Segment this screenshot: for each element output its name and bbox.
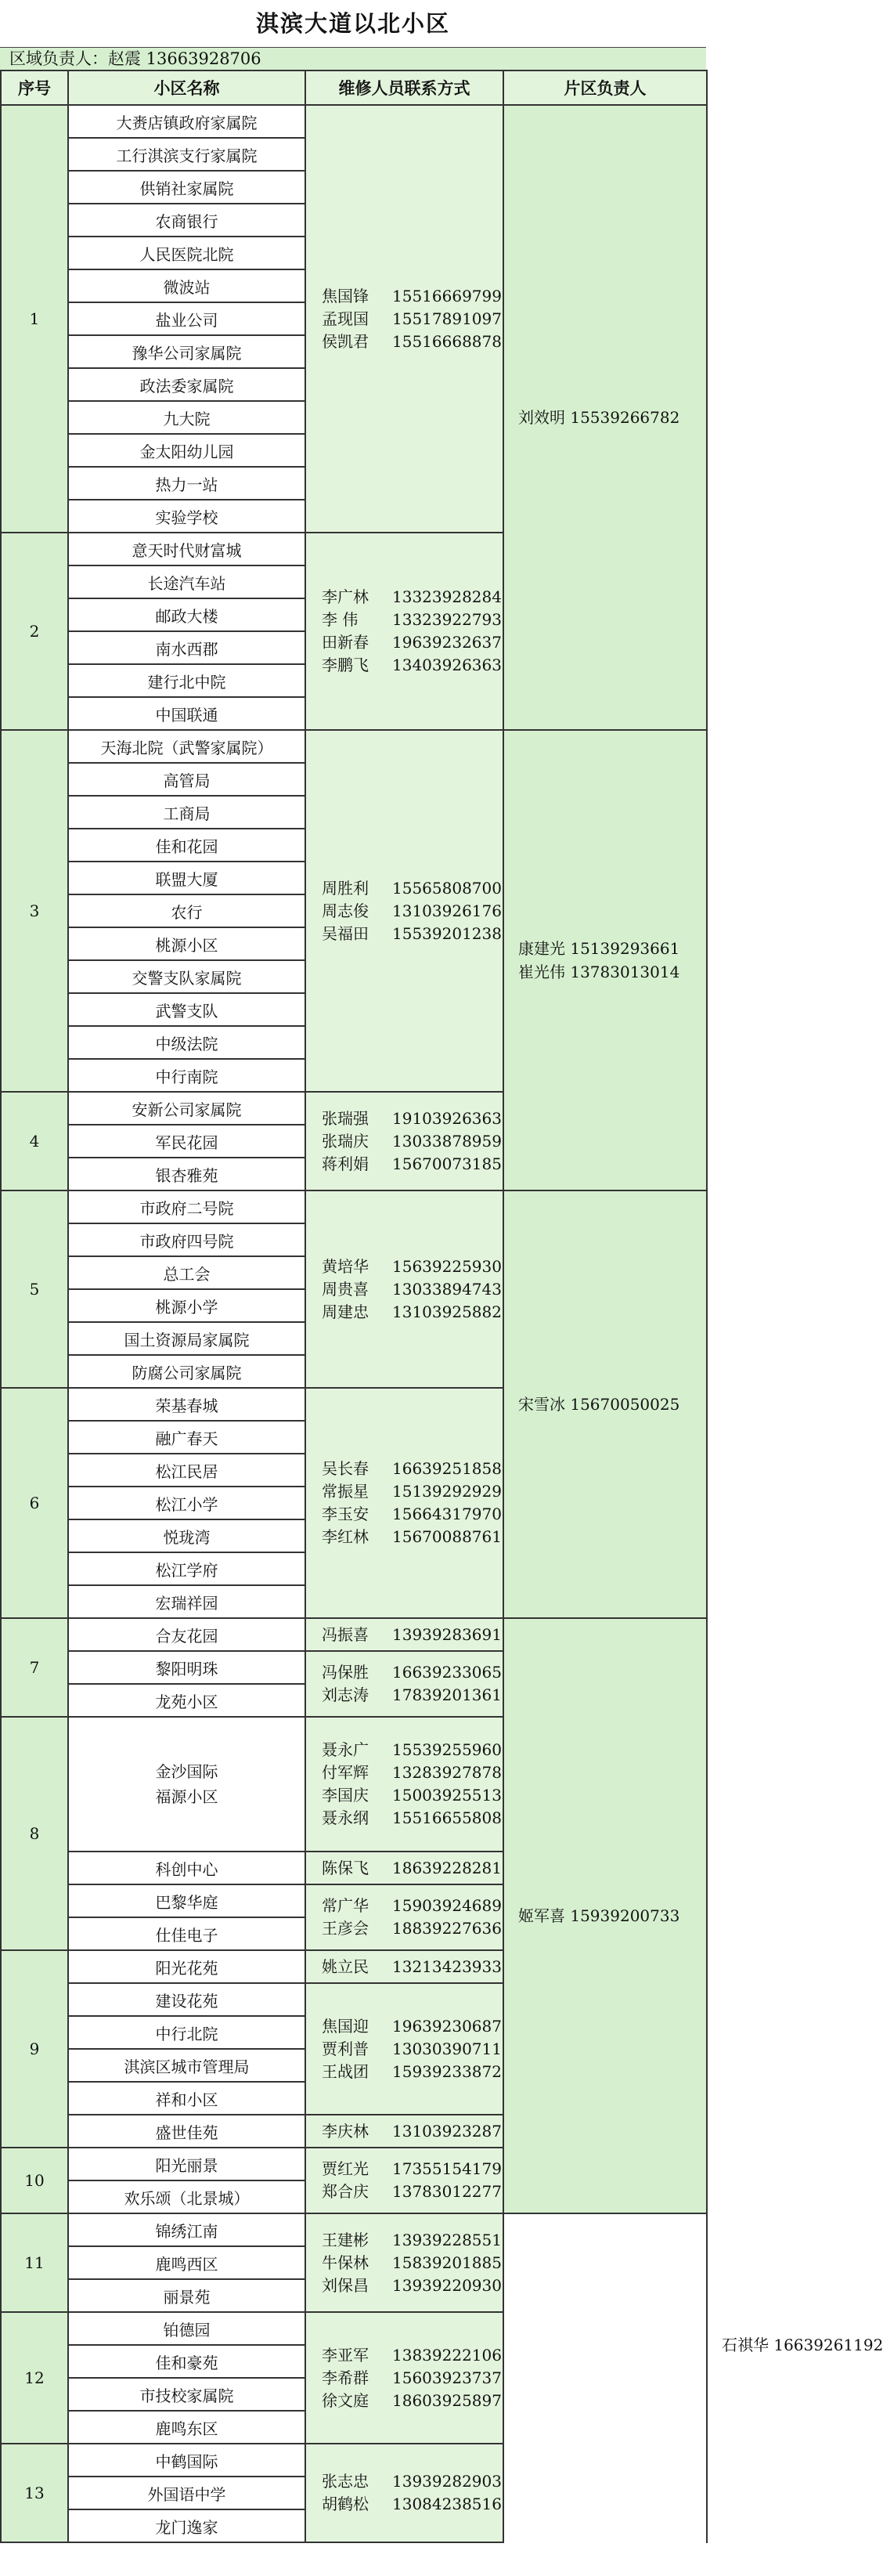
maintenance-name: 贾红光: [322, 2159, 369, 2178]
maintenance-cell: [305, 1717, 503, 1852]
area-manager-cell: [503, 1190, 707, 1618]
maintenance-entry: [322, 877, 503, 900]
maintenance-name: 孟现国: [322, 309, 369, 328]
maintenance-cell: [305, 1852, 503, 1884]
maintenance-entry: [322, 1255, 503, 1278]
maintenance-phone: 13403926363: [392, 656, 502, 674]
community-name: 桃源小学: [68, 1289, 305, 1322]
maintenance-entry: [322, 1956, 503, 1978]
maintenance-entry: [322, 654, 503, 677]
community-name: 工行淇滨支行家属院: [68, 138, 305, 171]
area-manager-entry: 宋雪冰 15670050025: [518, 1395, 680, 1414]
maintenance-entry: [322, 2470, 503, 2493]
community-name: 淇滨区城市管理局: [68, 2049, 305, 2082]
community-name: 锦绣江南: [68, 2213, 305, 2246]
maintenance-name: 李广林: [322, 587, 369, 606]
maintenance-phone: 13939220930: [392, 2275, 502, 2295]
community-name: 中行北院: [68, 2016, 305, 2049]
maintenance-name: 李玉安: [322, 1505, 369, 1523]
maintenance-name: 侯凯君: [322, 331, 369, 351]
maintenance-name: 李希群: [322, 2368, 369, 2387]
community-name: 长途汽车站: [68, 565, 305, 598]
maintenance-entry: [322, 631, 503, 654]
maintenance-name: 周胜利: [322, 878, 369, 898]
community-name: 盛世佳苑: [68, 2115, 305, 2148]
maintenance-entry: [322, 1107, 503, 1130]
maintenance-name: 周贵喜: [322, 1279, 369, 1299]
community-name: 祥和小区: [68, 2082, 305, 2115]
community-name: 武警支队: [68, 993, 305, 1026]
community-name: 天海北院（武警家属院）: [68, 730, 305, 763]
maintenance-name: 李亚军: [322, 2345, 369, 2365]
maintenance-entry: [322, 2015, 503, 2038]
maintenance-cell: [305, 1618, 503, 1651]
maintenance-cell: [305, 1092, 503, 1190]
maintenance-entry: [322, 1739, 503, 1761]
maintenance-entry: [322, 2229, 503, 2252]
maintenance-name: 王彦会: [322, 1919, 369, 1938]
community-name: 豫华公司家属院: [68, 335, 305, 368]
maintenance-entry: [322, 1807, 503, 1830]
community-name: 宏瑞祥园: [68, 1585, 305, 1618]
table-body: [1, 105, 883, 2542]
maintenance-name: 姚立民: [322, 1956, 369, 1976]
community-name: 佳和豪苑: [68, 2345, 305, 2378]
community-name: 邮政大楼: [68, 598, 305, 631]
community-name: 市技校家属院: [68, 2378, 305, 2411]
maintenance-phone: 13033894743: [392, 1279, 502, 1299]
maintenance-entry: [322, 285, 503, 308]
maintenance-entry: [322, 2390, 503, 2412]
maintenance-phone: 13084238516: [392, 2495, 502, 2513]
maintenance-phone: 18839227636: [392, 1919, 502, 1938]
community-name: 农商银行: [68, 204, 305, 237]
maintenance-entry: [322, 2180, 503, 2203]
seq-cell: 3: [1, 730, 68, 1092]
community-name: 供销社家属院: [68, 171, 305, 204]
maintenance-name: 刘志涛: [322, 1685, 369, 1704]
table-row: [1, 105, 707, 138]
maintenance-entry: [322, 2120, 503, 2143]
maintenance-name: 胡鹤松: [322, 2495, 369, 2513]
maintenance-entry: [322, 1895, 503, 1917]
community-name: 欢乐颂（北景城）: [68, 2180, 305, 2213]
maintenance-phone: 15639225930: [392, 1256, 502, 1276]
maintenance-name: 李国庆: [322, 1786, 369, 1805]
maintenance-phone: 17839201361: [392, 1685, 502, 1704]
community-name: 阳光丽景: [68, 2148, 305, 2180]
maintenance-phone: 13939282903: [392, 2472, 502, 2491]
maintenance-name: 黄培华: [322, 1256, 369, 1276]
maintenance-phone: 15516668878: [392, 331, 502, 351]
seq-cell: 9: [1, 1950, 68, 2148]
maintenance-entry: [322, 1624, 503, 1646]
community-name: 防腐公司家属院: [68, 1355, 305, 1388]
seq-cell: 7: [1, 1618, 68, 1717]
maintenance-entry: [322, 1857, 503, 1880]
community-name: 融广春天: [68, 1421, 305, 1454]
maintenance-phone: 13030390711: [392, 2039, 502, 2058]
seq-cell: 1: [1, 105, 68, 533]
community-name: 交警支队家属院: [68, 960, 305, 993]
maintenance-phone: 15516655808: [392, 1808, 502, 1827]
maintenance-name: 吴长春: [322, 1459, 369, 1478]
maintenance-phone: 16639233065: [392, 1663, 502, 1682]
area-manager-cell: [503, 105, 707, 730]
community-name: 金太阳幼儿园: [68, 434, 305, 467]
area-manager-cell: [503, 1618, 707, 2213]
community-name: 实验学校: [68, 500, 305, 533]
maintenance-cell: [305, 2148, 503, 2213]
community-name: 巴黎华庭: [68, 1884, 305, 1917]
maintenance-phone: 15539201238: [392, 923, 502, 943]
maintenance-name: 焦国迎: [322, 2016, 369, 2036]
maintenance-entry: [322, 2493, 503, 2516]
area-manager-entry: 姬军喜 15939200733: [518, 1906, 680, 1925]
maintenance-entry: [322, 2367, 503, 2390]
maintenance-phone: 13939283691: [392, 1624, 502, 1644]
seq-cell: 4: [1, 1092, 68, 1190]
seq-cell: 6: [1, 1388, 68, 1618]
maintenance-name: 周建忠: [322, 1302, 369, 1321]
maintenance-entry: [322, 1661, 503, 1684]
maintenance-phone: 15603923737: [392, 2368, 502, 2387]
maintenance-phone: 13283927878: [392, 1763, 502, 1782]
maintenance-name: 牛保林: [322, 2253, 369, 2272]
community-name: 桃源小区: [68, 927, 305, 960]
maintenance-entry: [322, 2252, 503, 2274]
maintenance-phone: 19103926363: [392, 1108, 502, 1128]
community-name: 丽景苑: [68, 2279, 305, 2312]
community-name: 工商局: [68, 796, 305, 829]
maintenance-entry: [322, 586, 503, 609]
maintenance-phone: 13783012277: [392, 2182, 502, 2201]
maintenance-phone: 13323922793: [392, 610, 502, 629]
community-name: 松江学府: [68, 1552, 305, 1585]
maintenance-entry: [322, 1153, 503, 1176]
community-name: 中行南院: [68, 1059, 305, 1092]
maintenance-name: 贾利普: [322, 2039, 369, 2058]
community-name: 中级法院: [68, 1026, 305, 1059]
community-name: 中国联通: [68, 697, 305, 730]
table-header-row: [1, 70, 707, 105]
community-name: 农行: [68, 894, 305, 927]
maintenance-name: 张瑞庆: [322, 1131, 369, 1151]
maintenance-phone: 15670073185: [392, 1154, 502, 1173]
header-maintenance: 维修人员联系方式: [305, 70, 503, 105]
maintenance-phone: 13839222106: [392, 2345, 502, 2365]
community-name: 合友花园: [68, 1618, 305, 1651]
seq-cell: 5: [1, 1190, 68, 1388]
maintenance-entry: [322, 1130, 503, 1153]
maintenance-name: 王战团: [322, 2061, 369, 2081]
maintenance-phone: 15139292929: [392, 1482, 502, 1501]
maintenance-entry: [322, 923, 503, 945]
maintenance-name: 冯保胜: [322, 1663, 369, 1682]
community-name: 政法委家属院: [68, 368, 305, 401]
maintenance-name: 王建彬: [322, 2230, 369, 2249]
maintenance-cell: [305, 1950, 503, 1983]
maintenance-entry: [322, 1503, 503, 1526]
community-name: 铂德园: [68, 2312, 305, 2345]
seq-cell: 13: [1, 2444, 68, 2542]
maintenance-cell: [305, 2312, 503, 2444]
page-title: 淇滨大道以北小区: [0, 0, 706, 47]
maintenance-name: 周志俊: [322, 901, 369, 920]
seq-cell: 10: [1, 2148, 68, 2213]
community-name: 盐业公司: [68, 302, 305, 335]
community-name: 金沙国际 福源小区: [68, 1717, 305, 1852]
community-name: 市政府四号院: [68, 1223, 305, 1256]
maintenance-entry: [322, 900, 503, 923]
maintenance-cell: [305, 2444, 503, 2542]
maintenance-phone: 15939233872: [392, 2061, 502, 2081]
maintenance-phone: 15839201885: [392, 2253, 502, 2272]
maintenance-phone: 15539255960: [392, 1740, 502, 1759]
maintenance-name: 李鹏飞: [322, 656, 369, 674]
maintenance-entry: [322, 1301, 503, 1324]
maintenance-phone: 13103923287: [392, 2121, 502, 2141]
community-name: 荣基春城: [68, 1388, 305, 1421]
header-area-manager: 片区负责人: [503, 70, 707, 105]
community-name: 大赉店镇政府家属院: [68, 105, 305, 138]
maintenance-name: 聂永广: [322, 1740, 369, 1759]
maintenance-name: 李 伟: [322, 610, 359, 629]
seq-cell: 8: [1, 1717, 68, 1950]
community-name: 联盟大厦: [68, 862, 305, 894]
maintenance-entry: [322, 2038, 503, 2061]
maintenance-name: 李红林: [322, 1527, 369, 1546]
community-name: 人民医院北院: [68, 237, 305, 269]
community-name: 国土资源局家属院: [68, 1322, 305, 1355]
maintenance-entry: [322, 2274, 503, 2297]
maintenance-name: 冯振喜: [322, 1624, 369, 1644]
maintenance-entry: [322, 308, 503, 331]
community-name: 鹿鸣东区: [68, 2411, 305, 2444]
maintenance-phone: 18639228281: [392, 1858, 502, 1877]
maintenance-entry: [322, 2158, 503, 2180]
maintenance-phone: 16639251858: [392, 1459, 502, 1478]
region-manager: 区域负责人：赵震 13663928706: [0, 47, 706, 70]
maintenance-phone: 15664317970: [392, 1505, 502, 1523]
maintenance-phone: 13033878959: [392, 1131, 502, 1151]
maintenance-phone: 19639232637: [392, 633, 502, 652]
table-row: [1, 2312, 707, 2345]
table-row: [1, 2444, 707, 2477]
community-name: 鹿鸣西区: [68, 2246, 305, 2279]
community-name: 高管局: [68, 763, 305, 796]
community-name: 安新公司家属院: [68, 1092, 305, 1125]
maintenance-phone: 13103925882: [392, 1302, 502, 1321]
maintenance-entry: [322, 1278, 503, 1301]
maintenance-name: 付军辉: [322, 1763, 369, 1782]
community-name: 佳和花园: [68, 829, 305, 862]
maintenance-entry: [322, 1480, 503, 1503]
header-seq: 序号: [1, 70, 68, 105]
maintenance-phone: 15903924689: [392, 1896, 502, 1915]
community-name: 阳光花苑: [68, 1950, 305, 1983]
community-name: 建设花苑: [68, 1983, 305, 2016]
maintenance-entry: [322, 1526, 503, 1548]
maintenance-entry: [322, 1917, 503, 1940]
maintenance-phone: 17355154179: [392, 2159, 502, 2178]
maintenance-name: 田新春: [322, 633, 369, 652]
maintenance-cell: [305, 2213, 503, 2312]
table-row: [1, 1618, 707, 1651]
table-row: [1, 730, 707, 763]
community-name: 建行北中院: [68, 664, 305, 697]
maintenance-entry: [322, 1458, 503, 1480]
maintenance-name: 蒋利娟: [322, 1154, 369, 1173]
maintenance-cell: [305, 1983, 503, 2115]
maintenance-name: 张瑞强: [322, 1108, 369, 1128]
maintenance-phone: 19639230687: [392, 2016, 502, 2036]
maintenance-name: 聂永纲: [322, 1808, 369, 1827]
maintenance-phone: 13323928284: [392, 587, 502, 606]
table-row: [1, 1190, 707, 1223]
maintenance-phone: 13103926176: [392, 901, 502, 920]
community-name: 黎阳明珠: [68, 1651, 305, 1684]
community-name: 银杏雅苑: [68, 1158, 305, 1190]
community-name: 松江民居: [68, 1454, 305, 1487]
area-manager-cell: [503, 730, 707, 1190]
maintenance-name: 焦国锋: [322, 286, 369, 305]
community-name: 南水西郡: [68, 631, 305, 664]
area-manager-entry: 崔光伟 13783013014: [518, 963, 680, 981]
community-name: 龙门逸家: [68, 2509, 305, 2542]
maintenance-cell: [305, 1651, 503, 1717]
community-name: 科创中心: [68, 1852, 305, 1884]
seq-cell: 11: [1, 2213, 68, 2312]
community-name: 松江小学: [68, 1487, 305, 1519]
maintenance-phone: 13213423933: [392, 1956, 502, 1976]
community-name: 仕佳电子: [68, 1917, 305, 1950]
maintenance-cell: [305, 2115, 503, 2148]
community-name: 九大院: [68, 401, 305, 434]
maintenance-name: 徐文庭: [322, 2390, 369, 2410]
maintenance-entry: [322, 1761, 503, 1784]
community-name: 微波站: [68, 269, 305, 302]
maintenance-phone: 15670088761: [392, 1527, 502, 1546]
table-row: [1, 2213, 707, 2246]
area-manager-entry: 刘效明 15539266782: [518, 408, 680, 427]
community-name: 市政府二号院: [68, 1190, 305, 1223]
community-name: 中鹤国际: [68, 2444, 305, 2477]
maintenance-name: 郑合庆: [322, 2182, 369, 2201]
maintenance-entry: [322, 1784, 503, 1807]
maintenance-phone: 15565808700: [392, 878, 502, 898]
maintenance-name: 刘保昌: [322, 2275, 369, 2295]
maintenance-cell: [305, 730, 503, 1092]
community-name: 热力一站: [68, 467, 305, 500]
community-name: 军民花园: [68, 1125, 305, 1158]
header-community: 小区名称: [68, 70, 305, 105]
maintenance-phone: 15517891097: [392, 309, 502, 328]
maintenance-cell: [305, 105, 503, 533]
table-row: 10 阳光丽景 贾红光 17355154179 郑合庆 13783012277 石祺华 16639261192: [1, 2148, 707, 2180]
maintenance-cell: [305, 1190, 503, 1388]
maintenance-cell: [305, 1388, 503, 1618]
maintenance-phone: 15516669799: [392, 286, 502, 305]
maintenance-name: 常广华: [322, 1896, 369, 1915]
maintenance-name: 吴福田: [322, 923, 369, 943]
community-name: 悦珑湾: [68, 1519, 305, 1552]
maintenance-phone: 13939228551: [392, 2230, 502, 2249]
area-manager-entry: 康建光 15139293661: [518, 939, 680, 958]
seq-cell: 2: [1, 533, 68, 730]
maintenance-name: 张志忠: [322, 2472, 369, 2491]
maintenance-entry: [322, 1684, 503, 1707]
maintenance-entry: [322, 609, 503, 631]
maintenance-phone: 18603925897: [392, 2390, 502, 2410]
maintenance-phone: 15003925513: [392, 1786, 502, 1805]
maintenance-name: 常振星: [322, 1482, 369, 1501]
community-name: 意天时代财富城: [68, 533, 305, 565]
maintenance-name: 李庆林: [322, 2121, 369, 2141]
maintenance-entry: [322, 2344, 503, 2367]
maintenance-cell: [305, 1884, 503, 1950]
seq-cell: 12: [1, 2312, 68, 2444]
community-name: 龙苑小区: [68, 1684, 305, 1717]
maintenance-cell: [305, 533, 503, 730]
community-name: 外国语中学: [68, 2477, 305, 2509]
community-name: 总工会: [68, 1256, 305, 1289]
maintenance-entry: [322, 2061, 503, 2083]
community-table: [0, 70, 883, 2543]
maintenance-name: 陈保飞: [322, 1858, 369, 1877]
maintenance-entry: [322, 331, 503, 353]
